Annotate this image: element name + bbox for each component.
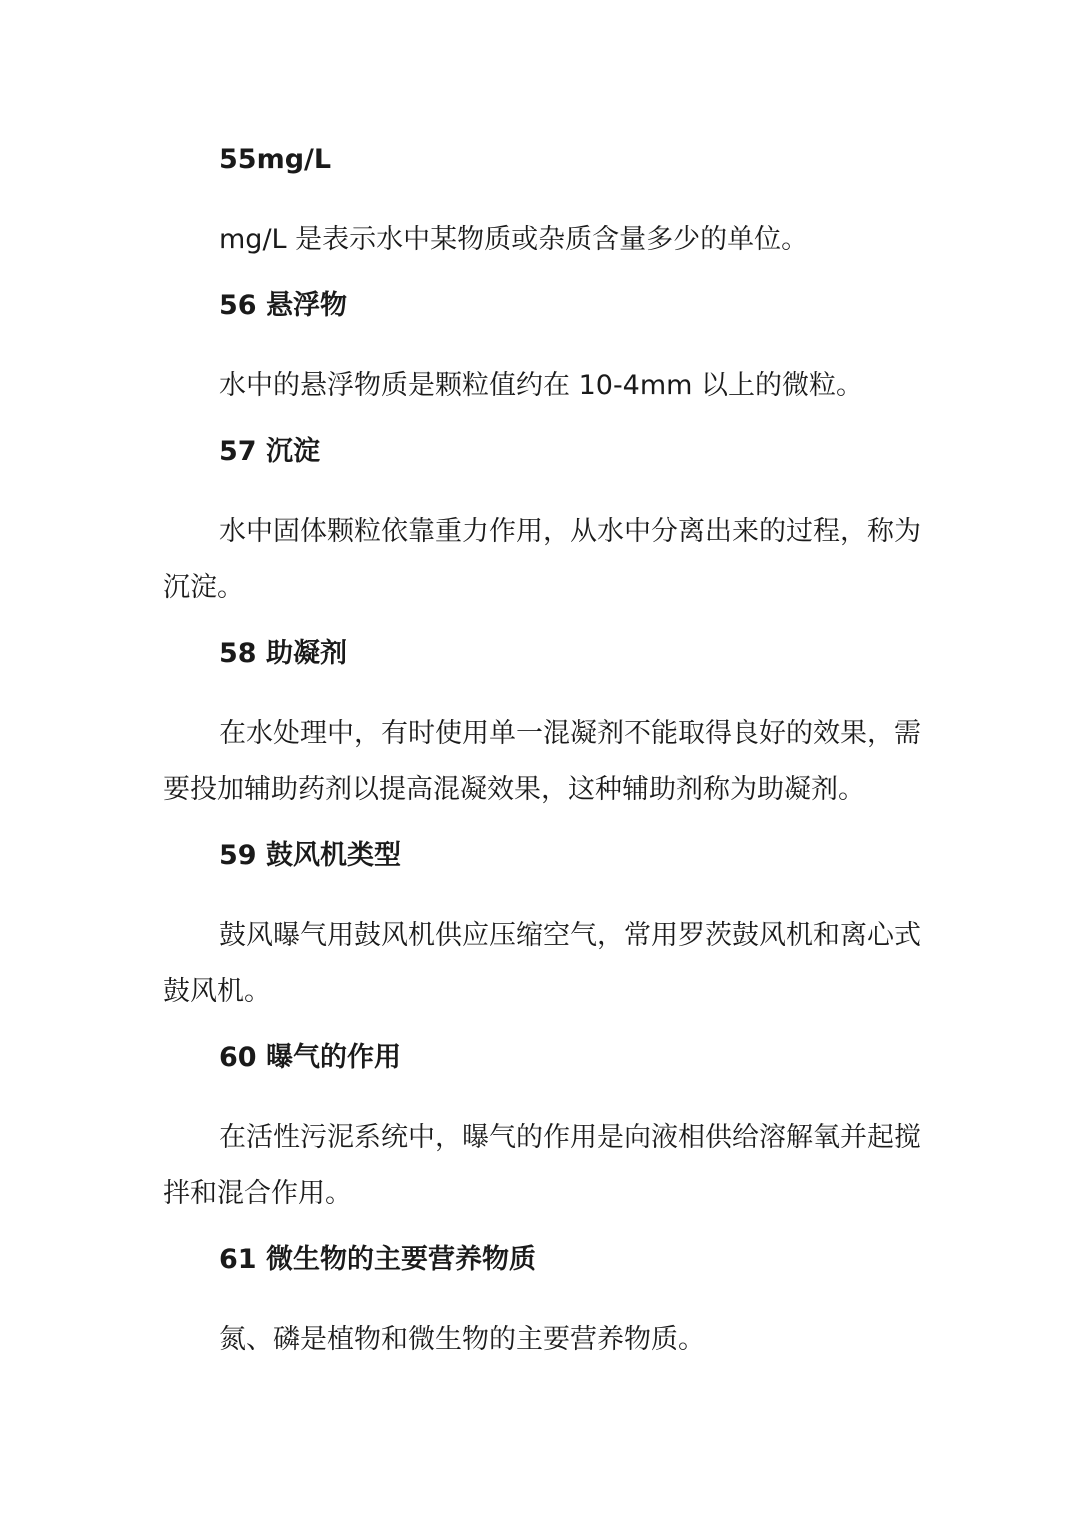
section-60 xyxy=(163,1036,923,1238)
section-heading: 57 沉淀 xyxy=(219,436,320,467)
section-body: 水中固体颗粒依靠重力作用，从水中分离出来的过程，称为沉淀。 xyxy=(163,516,921,603)
section-heading: 61 微生物的主要营养物质 xyxy=(219,1244,536,1275)
section-body: 鼓风曝气用鼓风机供应压缩空气，常用罗茨鼓风机和离心式鼓风机。 xyxy=(163,920,921,1007)
section-body: 水中的悬浮物质是颗粒值约在 10-4mm 以上的微粒。 xyxy=(219,370,864,401)
section-heading: 56 悬浮物 xyxy=(219,290,347,321)
section-heading: 59 鼓风机类型 xyxy=(219,840,401,871)
section-body: 在活性污泥系统中，曝气的作用是向液相供给溶解氧并起搅拌和混合作用。 xyxy=(163,1122,921,1209)
section-heading: 55mg/L xyxy=(219,144,332,175)
section-59 xyxy=(163,834,923,1036)
section-56 xyxy=(163,284,923,430)
section-55 xyxy=(163,138,923,284)
section-heading: 58 助凝剂 xyxy=(219,638,347,669)
document-page xyxy=(163,138,923,1368)
section-body: 在水处理中，有时使用单一混凝剂不能取得良好的效果，需要投加辅助药剂以提高混凝效果，这种辅助剂称为助凝剂。 xyxy=(163,718,921,805)
section-58 xyxy=(163,632,923,834)
section-57 xyxy=(163,430,923,632)
section-body: mg/L 是表示水中某物质或杂质含量多少的单位。 xyxy=(219,224,809,255)
section-body: 氮、磷是植物和微生物的主要营养物质。 xyxy=(219,1324,705,1355)
section-heading: 60 曝气的作用 xyxy=(219,1042,401,1073)
section-61 xyxy=(163,1238,923,1368)
